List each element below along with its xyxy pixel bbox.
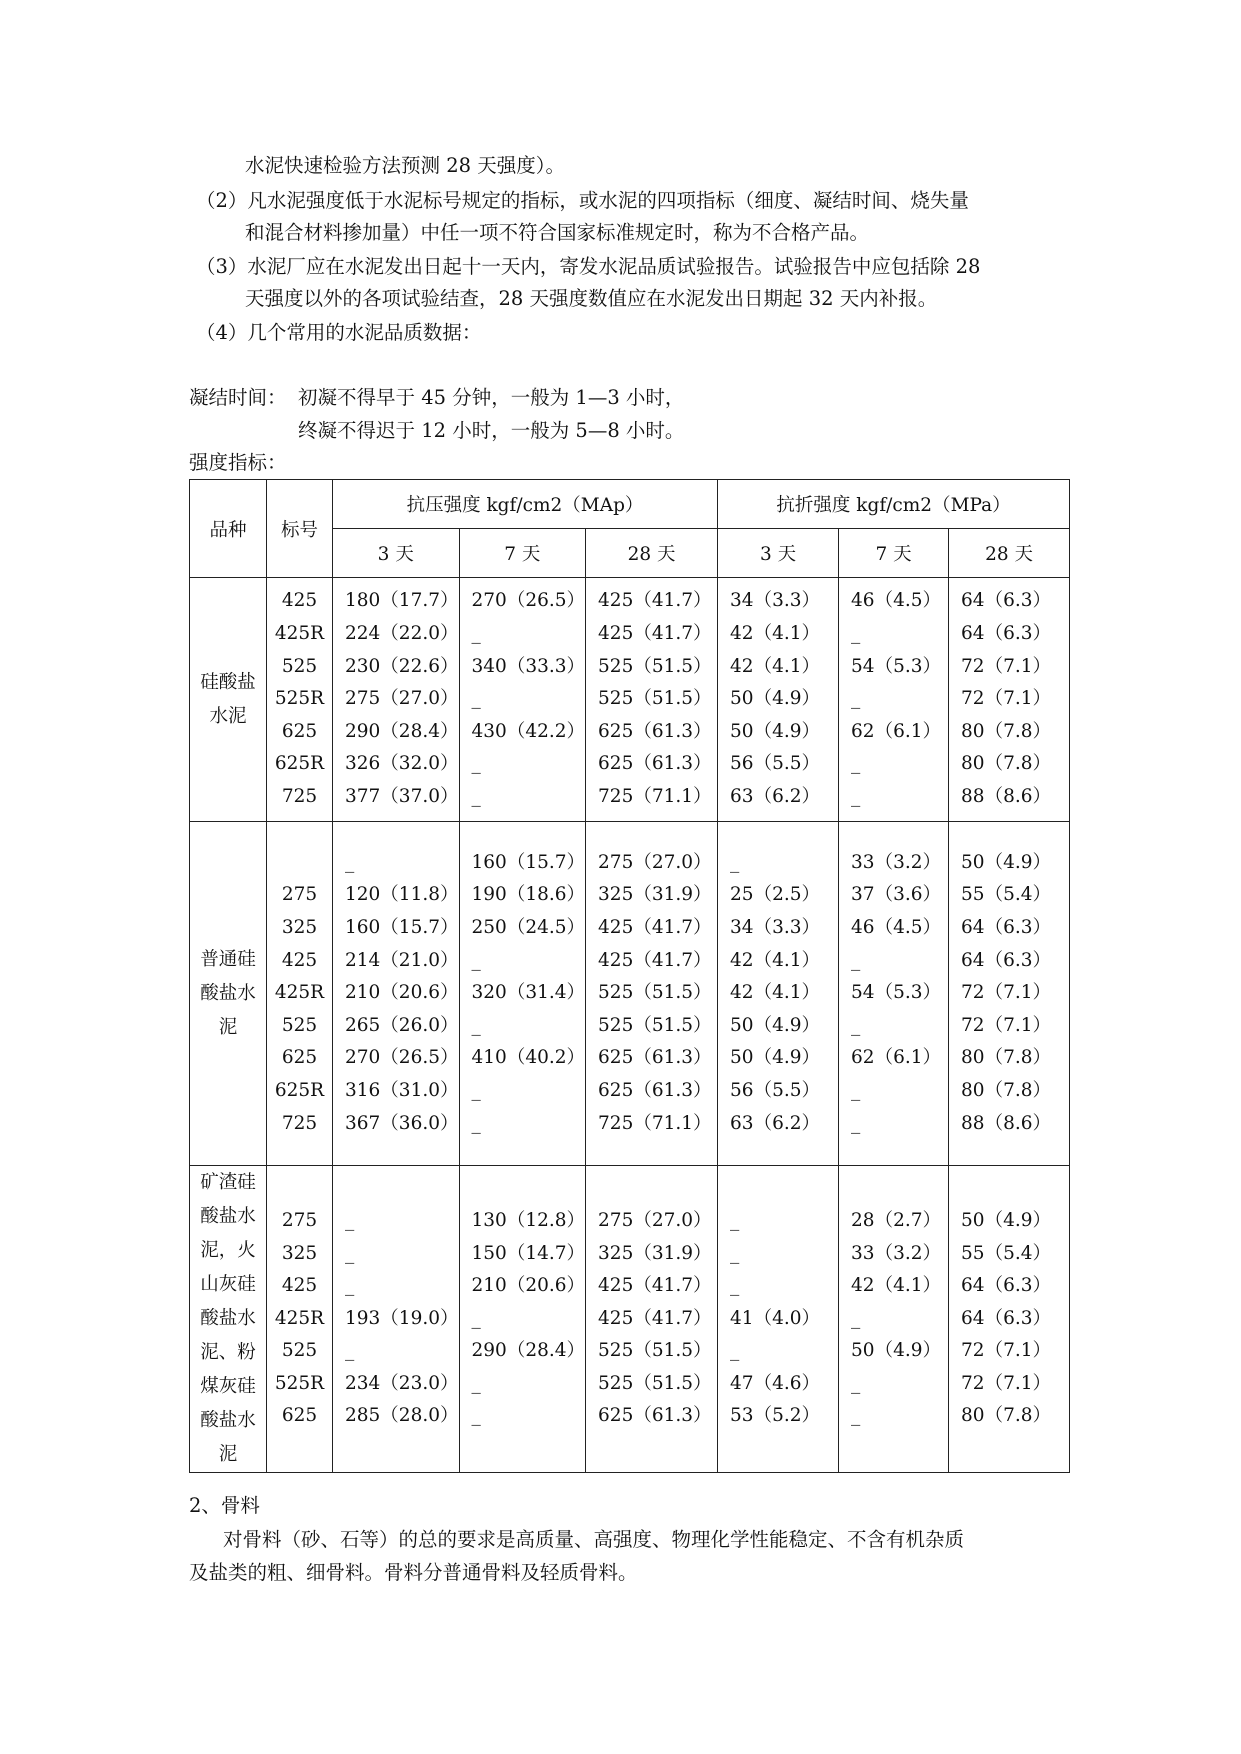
variety-cell — [190, 1166, 267, 1473]
setting-time-final: 终凝不得迟于 12 小时，一般为 5—8 小时。 — [298, 419, 685, 442]
paragraph-line: （3）水泥厂应在水泥发出日起十一天内，寄发水泥品质试验报告。试验报告中应包括除 28 — [196, 255, 981, 278]
cell-value: _ — [471, 949, 481, 971]
cell-value: 230（22.6） — [345, 655, 459, 677]
setting-time-label: 凝结时间： — [189, 386, 287, 409]
cell-value: 55（5.4） — [961, 884, 1051, 906]
cell-value: 46（4.5） — [851, 917, 941, 939]
cell-value: 54（5.3） — [851, 655, 941, 677]
cell-value: 425（41.7） — [598, 1307, 712, 1329]
cell-value: _ — [471, 1014, 481, 1036]
cell-value: 88（8.6） — [961, 1112, 1051, 1134]
header-flexural-3d: 3 天 — [718, 529, 839, 578]
paragraph-line: 水泥快速检验方法预测 28 天强度）。 — [245, 154, 565, 177]
cell-value: 425 — [281, 590, 318, 612]
compressive-28d-cell — [586, 822, 718, 1166]
cell-value: 625R — [274, 1079, 325, 1101]
flexural-28d-cell — [949, 1166, 1070, 1473]
cell-value: 53（5.2） — [730, 1405, 820, 1427]
cell-value: _ — [345, 1209, 355, 1231]
cell-value: 525 — [281, 1014, 318, 1036]
cell-value: 425（41.7） — [598, 1275, 712, 1297]
cell-value: 430（42.2） — [471, 720, 586, 742]
variety-name-line: 酸盐水 — [200, 1308, 256, 1329]
compressive-7d-cell — [459, 822, 586, 1166]
cell-value: 625R — [274, 753, 325, 775]
cell-value: 80（7.8） — [961, 720, 1051, 742]
cell-value: 80（7.8） — [961, 1405, 1051, 1427]
paragraph-line: 和混合材料掺加量）中任一项不符合国家标准规定时，称为不合格产品。 — [245, 221, 870, 244]
header-grade: 标号 — [267, 480, 333, 578]
cell-value: _ — [471, 753, 481, 775]
table-row — [190, 822, 1070, 1166]
cell-value: _ — [851, 785, 861, 807]
cell-value: 625 — [281, 1047, 318, 1069]
cell-value: 34（3.3） — [730, 917, 820, 939]
cell-value: 80（7.8） — [961, 753, 1051, 775]
cell-value: 425 — [281, 1275, 318, 1297]
cell-value: 425R — [274, 1307, 325, 1329]
cell-value: 625（61.3） — [598, 753, 712, 775]
cell-value: 525（51.5） — [598, 655, 712, 677]
cell-value: 33（3.2） — [851, 1242, 941, 1264]
cell-value: 425（41.7） — [598, 590, 712, 612]
cell-value: 33（3.2） — [851, 851, 941, 873]
header-compressive: 抗压强度 kgf/cm2（MAp） — [333, 480, 718, 529]
cell-value: 625（61.3） — [598, 720, 712, 742]
cell-value: 64（6.3） — [961, 623, 1051, 645]
cell-value: 425R — [274, 623, 325, 645]
cell-value: 625（61.3） — [598, 1405, 712, 1427]
compressive-7d-cell — [459, 1166, 586, 1473]
table-row — [190, 578, 1070, 822]
cell-value: 410（40.2） — [471, 1047, 586, 1069]
flexural-7d-cell — [839, 822, 949, 1166]
cell-value: 50（4.9） — [730, 1014, 820, 1036]
cell-value: 725（71.1） — [598, 785, 712, 807]
cell-value: _ — [851, 1014, 861, 1036]
cell-value: 325 — [281, 917, 318, 939]
aggregate-paragraph-line: 对骨料（砂、石等）的总的要求是高质量、高强度、物理化学性能稳定、不含有机杂质 — [223, 1528, 965, 1551]
cell-value: 725（71.1） — [598, 1112, 712, 1134]
cell-value: _ — [851, 1079, 861, 1101]
cell-value: 54（5.3） — [851, 982, 941, 1004]
cell-value: 34（3.3） — [730, 590, 820, 612]
cell-value: _ — [471, 785, 481, 807]
cell-value: _ — [471, 688, 481, 710]
cell-value: 316（31.0） — [345, 1079, 459, 1101]
cell-value: 130（12.8） — [471, 1209, 586, 1231]
cell-value: 250（24.5） — [471, 917, 586, 939]
cell-value: 525（51.5） — [598, 1340, 712, 1362]
variety-name-line: 普通硅 — [200, 948, 256, 970]
cell-value: _ — [471, 1112, 481, 1134]
cell-value: 325 — [281, 1242, 318, 1264]
cell-value: 425（41.7） — [598, 917, 712, 939]
variety-name-line: 山灰硅 — [200, 1274, 256, 1295]
cell-value: 120（11.8） — [345, 884, 459, 906]
cell-value: _ — [851, 753, 861, 775]
compressive-3d-cell — [333, 1166, 460, 1473]
cell-value: 28（2.7） — [851, 1209, 941, 1231]
variety-name-line: 水泥 — [209, 705, 247, 727]
cell-value: 214（21.0） — [345, 949, 459, 971]
flexural-28d-cell — [949, 822, 1070, 1166]
cell-value: 150（14.7） — [471, 1242, 586, 1264]
flexural-7d-cell — [839, 578, 949, 822]
cell-value: _ — [851, 1372, 861, 1394]
variety-name-line: 泥 — [218, 1016, 238, 1038]
cell-value: 377（37.0） — [345, 785, 459, 807]
variety-cell — [190, 822, 267, 1166]
cell-value: 160（15.7） — [471, 851, 586, 873]
cell-value: 64（6.3） — [961, 1275, 1051, 1297]
cell-value: _ — [851, 1307, 861, 1329]
grade-cell — [267, 1166, 333, 1473]
cell-value: 325（31.9） — [598, 1242, 712, 1264]
cell-value: 320（31.4） — [471, 982, 586, 1004]
cell-value: _ — [471, 1405, 481, 1427]
cell-value: 160（15.7） — [345, 917, 459, 939]
cell-value: 625（61.3） — [598, 1079, 712, 1101]
cell-value: 425（41.7） — [598, 949, 712, 971]
cell-value: 80（7.8） — [961, 1047, 1051, 1069]
cell-value: 46（4.5） — [851, 590, 941, 612]
cell-value: _ — [345, 1242, 355, 1264]
compressive-3d-cell — [333, 822, 460, 1166]
cell-value: _ — [730, 1275, 740, 1297]
cell-value: 56（5.5） — [730, 1079, 820, 1101]
cell-value: 525R — [274, 688, 325, 710]
cell-value: 625（61.3） — [598, 1047, 712, 1069]
cell-value: 525（51.5） — [598, 1372, 712, 1394]
flexural-3d-cell — [718, 578, 839, 822]
cell-value: 50（4.9） — [730, 720, 820, 742]
paragraph-line: （4）几个常用的水泥品质数据： — [196, 321, 482, 344]
variety-name-line: 泥、粉 — [200, 1342, 256, 1363]
cell-value: 275 — [281, 884, 318, 906]
cell-value: 265（26.0） — [345, 1014, 459, 1036]
cell-value: 42（4.1） — [730, 623, 820, 645]
variety-name-line: 硅酸盐 — [200, 671, 256, 693]
cell-value: 55（5.4） — [961, 1242, 1051, 1264]
header-flexural: 抗折强度 kgf/cm2（MPa） — [718, 480, 1070, 529]
header-variety: 品种 — [190, 480, 267, 578]
paragraph-line: 天强度以外的各项试验结查，28 天强度数值应在水泥发出日期起 32 天内补报。 — [245, 287, 938, 310]
cell-value: 25（2.5） — [730, 884, 820, 906]
cell-value: _ — [471, 1372, 481, 1394]
cell-value: 275（27.0） — [345, 688, 459, 710]
header-compressive-28d: 28 天 — [586, 529, 718, 578]
cell-value: 525（51.5） — [598, 1014, 712, 1036]
cell-value: _ — [851, 688, 861, 710]
flexural-7d-cell — [839, 1166, 949, 1473]
cell-value: 234（23.0） — [345, 1372, 459, 1394]
cell-value: 425 — [281, 949, 318, 971]
cell-value: 64（6.3） — [961, 1307, 1051, 1329]
cell-value: 193（19.0） — [345, 1307, 459, 1329]
aggregate-paragraph-line: 及盐类的粗、细骨料。骨料分普通骨料及轻质骨料。 — [189, 1561, 638, 1584]
cell-value: 367（36.0） — [345, 1112, 459, 1134]
cell-value: 325（31.9） — [598, 884, 712, 906]
cell-value: 64（6.3） — [961, 917, 1051, 939]
cell-value: _ — [851, 949, 861, 971]
flexural-3d-cell — [718, 822, 839, 1166]
cell-value: 224（22.0） — [345, 623, 459, 645]
cell-value: 725 — [281, 785, 318, 807]
cell-value: 72（7.1） — [961, 1340, 1051, 1362]
cell-value: 64（6.3） — [961, 949, 1051, 971]
cell-value: _ — [345, 1275, 355, 1297]
flexural-28d-cell — [949, 578, 1070, 822]
cell-value: 62（6.1） — [851, 1047, 941, 1069]
header-flexural-7d: 7 天 — [839, 529, 949, 578]
section-heading: 2、骨料 — [189, 1494, 260, 1517]
cell-value: _ — [471, 1079, 481, 1101]
variety-name-line: 泥 — [218, 1444, 238, 1465]
cell-value: 42（4.1） — [730, 655, 820, 677]
cell-value: 525R — [274, 1372, 325, 1394]
cell-value: _ — [851, 1112, 861, 1134]
cell-value: 326（32.0） — [345, 753, 459, 775]
cell-value: 725 — [281, 1112, 318, 1134]
cell-value: _ — [471, 1307, 481, 1329]
grade-cell — [267, 578, 333, 822]
variety-name-line: 酸盐水 — [200, 1410, 256, 1431]
cell-value: 525 — [281, 1340, 318, 1362]
cell-value: 525（51.5） — [598, 982, 712, 1004]
cell-value: 275 — [281, 1209, 318, 1231]
cell-value: 525（51.5） — [598, 688, 712, 710]
cell-value: 210（20.6） — [345, 982, 459, 1004]
cell-value: _ — [730, 851, 740, 873]
cell-value: 290（28.4） — [471, 1340, 586, 1362]
cell-value: 50（4.9） — [851, 1340, 941, 1362]
cell-value: 285（28.0） — [345, 1405, 459, 1427]
cell-value: 72（7.1） — [961, 1372, 1051, 1394]
cell-value: 42（4.1） — [730, 982, 820, 1004]
variety-name-line: 煤灰硅 — [200, 1376, 256, 1397]
cell-value: 72（7.1） — [961, 688, 1051, 710]
cell-value: 63（6.2） — [730, 1112, 820, 1134]
cell-value: 180（17.7） — [345, 590, 459, 612]
variety-name-line: 矿渣硅 — [200, 1172, 256, 1193]
cell-value: _ — [345, 851, 355, 873]
compressive-28d-cell — [586, 1166, 718, 1473]
cell-value: 625 — [281, 1405, 318, 1427]
compressive-7d-cell — [459, 578, 586, 822]
cell-value: 42（4.1） — [851, 1275, 941, 1297]
paragraph-line: （2）凡水泥强度低于水泥标号规定的指标，或水泥的四项指标（细度、凝结时间、烧失量 — [196, 189, 969, 212]
cell-value: 72（7.1） — [961, 655, 1051, 677]
cell-value: 50（4.9） — [730, 1047, 820, 1069]
cell-value: 64（6.3） — [961, 590, 1051, 612]
cell-value: _ — [730, 1242, 740, 1264]
cell-value: 72（7.1） — [961, 1014, 1051, 1036]
cell-value: 270（26.5） — [345, 1047, 459, 1069]
cell-value: 275（27.0） — [598, 1209, 712, 1231]
variety-name-line: 泥，火 — [200, 1240, 256, 1261]
setting-time-initial: 初凝不得早于 45 分钟，一般为 1—3 小时， — [298, 386, 685, 409]
cell-value: 41（4.0） — [730, 1307, 820, 1329]
cell-value: 50（4.9） — [730, 688, 820, 710]
strength-label: 强度指标： — [189, 451, 287, 474]
cell-value: 47（4.6） — [730, 1372, 820, 1394]
cell-value: 56（5.5） — [730, 753, 820, 775]
header-flexural-28d: 28 天 — [949, 529, 1070, 578]
cell-value: 425（41.7） — [598, 623, 712, 645]
cell-value: 275（27.0） — [598, 851, 712, 873]
cell-value — [267, 847, 332, 880]
cell-value: 80（7.8） — [961, 1079, 1051, 1101]
cell-value: 210（20.6） — [471, 1275, 586, 1297]
cell-value: 290（28.4） — [345, 720, 459, 742]
cell-value: 88（8.6） — [961, 785, 1051, 807]
variety-name-line: 酸盐水 — [200, 1206, 256, 1227]
cell-value: _ — [851, 1405, 861, 1427]
cell-value: 62（6.1） — [851, 720, 941, 742]
cell-value: 525 — [281, 655, 318, 677]
grade-cell — [267, 822, 333, 1166]
compressive-28d-cell — [586, 578, 718, 822]
strength-table — [189, 479, 1070, 1473]
variety-cell — [190, 578, 267, 822]
variety-name-line: 酸盐水 — [200, 982, 256, 1004]
header-compressive-7d: 7 天 — [459, 529, 586, 578]
cell-value: 625 — [281, 720, 318, 742]
header-compressive-3d: 3 天 — [333, 529, 460, 578]
cell-value: _ — [345, 1340, 355, 1362]
cell-value: 190（18.6） — [471, 884, 586, 906]
cell-value: 42（4.1） — [730, 949, 820, 971]
cell-value: 340（33.3） — [471, 655, 586, 677]
cell-value: 37（3.6） — [851, 884, 941, 906]
cell-value: 270（26.5） — [471, 590, 586, 612]
cell-value: 50（4.9） — [961, 851, 1051, 873]
cell-value: 425R — [274, 982, 325, 1004]
cell-value: _ — [471, 623, 481, 645]
compressive-3d-cell — [333, 578, 460, 822]
cell-value: _ — [730, 1209, 740, 1231]
cell-value: 63（6.2） — [730, 785, 820, 807]
cell-value: 50（4.9） — [961, 1209, 1051, 1231]
cell-value: 72（7.1） — [961, 982, 1051, 1004]
flexural-3d-cell — [718, 1166, 839, 1473]
cell-value: _ — [851, 623, 861, 645]
table-row — [190, 1166, 1070, 1473]
cell-value: _ — [730, 1340, 740, 1362]
